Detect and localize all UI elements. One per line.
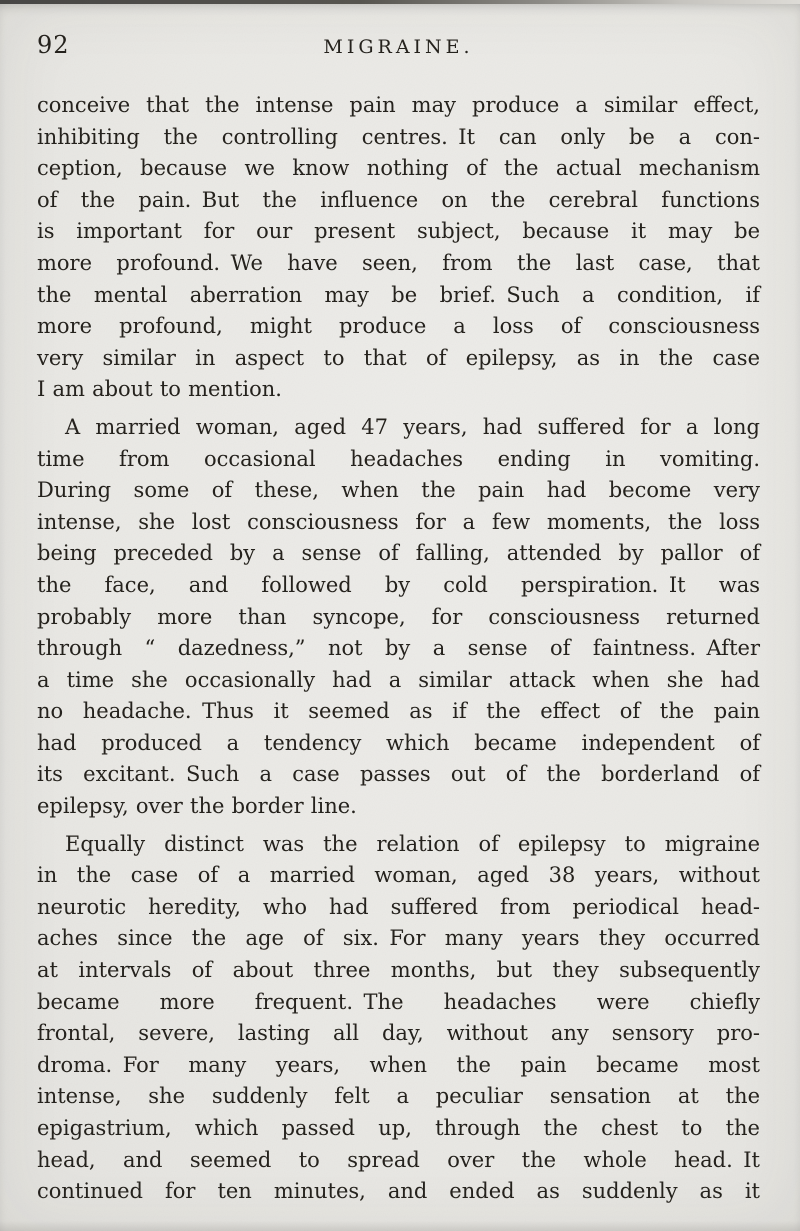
text-line: very similar in aspect to that of epilepsy, as in the case [37,345,760,370]
text-line: a time she occasionally had a similar attack when she had [37,667,760,692]
text-line: probably more than syncope, for consciousness returned [37,604,760,629]
scan-edge-bottom [0,1221,800,1231]
text-line: droma. For many years, when the pain became most [37,1052,760,1077]
text-line: in the case of a married woman, aged 38 years, without [37,863,760,888]
text-line: its excitant. Such a case passes out of the borderland of [37,762,760,787]
text-line: aches since the age of six. For many years they occurred [37,926,760,951]
text-line: the mental aberration may be brief. Such a condition, if [37,282,760,307]
text-line: epilepsy, over the border line. [37,794,357,819]
text-line: During some of these, when the pain had become very [37,478,760,503]
text-line: frontal, severe, lasting all day, without any sensory pro- [37,1021,760,1046]
text-line: Equally distinct was the relation of epilepsy to migraine [65,831,760,856]
text-line: is important for our present subject, because it may be [37,219,760,244]
text-line: time from occasional headaches ending in vomiting. [37,446,760,471]
text-line: being preceded by a sense of falling, attended by pallor of [37,541,760,566]
text-line: A married woman, aged 47 years, had suffered for a long [65,414,760,439]
paragraph [37,412,760,823]
text-line: no headache. Thus it seemed as if the effect of the pain [37,699,760,724]
text-line: epigastrium, which passed up, through the chest to the [37,1116,760,1140]
running-title: MIGRAINE. [323,36,474,58]
paragraph [37,90,760,406]
text-line: intense, she suddenly felt a peculiar sensation at the [37,1084,760,1109]
text-line: ception, because we know nothing of the actual mechanism [37,156,760,181]
text-line: the face, and followed by cold perspiration. It was [37,572,760,597]
text-line: conceive that the intense pain may produce a similar effect, [37,93,760,117]
scan-edge-top [0,0,800,4]
text-line: I am about to mention. [37,377,282,402]
text-line: of the pain. But the influence on the cerebral functions [37,187,760,212]
page-header [37,31,760,61]
text-line: at intervals of about three months, but they subsequently [37,958,760,983]
text-line: became more frequent. The headaches were chiefly [37,989,760,1014]
page-body [37,90,760,1208]
text-line: had produced a tendency which became independent of [37,730,760,755]
text-line: more profound, might produce a loss of consciousness [37,314,760,339]
text-line: more profound. We have seen, from the last case, that [37,250,760,275]
text-line: continued for ten minutes, and ended as suddenly as it [37,1179,760,1204]
page-number: 92 [37,31,70,59]
paragraph [37,829,760,1208]
text-line: inhibiting the controlling centres. It can only be a con- [37,124,760,149]
text-line: intense, she lost consciousness for a few moments, the loss [37,509,760,534]
text-line: through “ dazedness,” not by a sense of faintness. After [37,636,760,661]
text-line: head, and seemed to spread over the whole head. It [37,1147,760,1172]
text-line: neurotic heredity, who had suffered from periodical head- [37,894,760,919]
